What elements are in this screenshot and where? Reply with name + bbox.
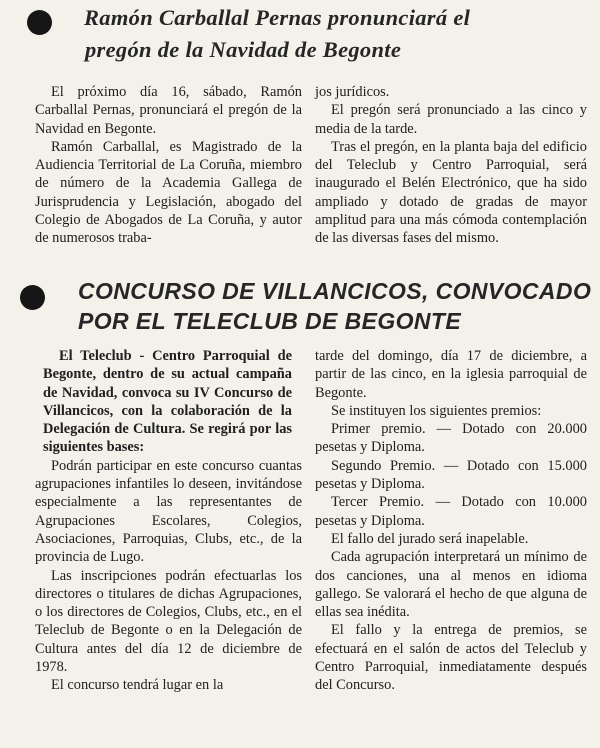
article2-headline-line2: POR EL TELECLUB DE BEGONTE	[78, 308, 462, 334]
article1-column-right	[315, 83, 587, 248]
article2-paragraph: Podrán participar en este concurso cuantas agrupaciones infantiles lo deseen, invitándose especialmente a las representantes de Agrupaciones Escolares, Colegios, Asociaciones, Parroquias, Clubs, etc., de la provincia de Lugo.	[35, 457, 302, 566]
bullet-dot-icon	[20, 285, 45, 310]
article1-paragraph: jos jurídicos.	[315, 84, 390, 100]
article1-headline-line2: pregón de la Navidad de Begonte	[85, 37, 402, 62]
article1-column-left	[35, 83, 302, 248]
article1-paragraph: Tras el pregón, en la planta baja del edificio del Teleclub y Centro Parroquial, será inaugurado el Belén Electrónico, que ha sido ampliado y dotado de gradas de mayor amplitud para una más cómoda contemplación de las diversas fases del mismo.	[315, 138, 587, 247]
article2-paragraph: Se instituyen los siguientes premios:	[331, 402, 542, 419]
bullet-dot-icon	[27, 10, 52, 35]
article2-paragraph: Las inscripciones podrán efectuarlas los directores o titulares de dichas Agrupaciones, o los directores de Colegios, Clubs, etc., en el Teleclub de Begonte o en la Delegación de Cultura antes del día 12 de diciembre de 1978.	[35, 567, 302, 676]
article1-headline-line1: Ramón Carballal Pernas pronunciará el	[84, 5, 471, 30]
article2-column-right	[315, 347, 587, 695]
article2-paragraph: El fallo y la entrega de premios, se efectuará en el salón de actos del Teleclub y Centro Parroquial, inmediatamente después del Concurso.	[315, 622, 587, 694]
article2-prize-line: Tercer Premio. — Dotado con 10.000 pesetas y Diploma.	[315, 494, 587, 529]
article2-lead-paragraph: El Teleclub - Centro Parroquial de Begonte, dentro de su actual campaña de Navidad, convoca su IV Concurso de Villancicos, con la colaboración de la Delegación de Cultura. Se regirá por las siguientes bases:	[43, 348, 292, 456]
article2-headline	[78, 276, 592, 336]
article2-paragraph: Cada agrupación interpretará un mínimo de dos canciones, una al menos en idioma gallego. Se valorará el hecho de que alguna de ellas sea inédita.	[315, 549, 587, 621]
article1-headline	[84, 2, 584, 66]
article2-paragraph: El fallo del jurado será inapelable.	[331, 530, 529, 547]
article2-prize-line: Primer premio. — Dotado con 20.000 pesetas y Diploma.	[315, 421, 587, 456]
article2-column-left	[35, 347, 302, 695]
article2-prize-line: Segundo Premio. — Dotado con 15.000 pesetas y Diploma.	[315, 457, 587, 493]
article2-headline-line1: CONCURSO DE VILLANCICOS, CONVOCADO	[78, 278, 592, 304]
article1-paragraph: El pregón será pronunciado a las cinco y media de la tarde.	[315, 102, 587, 137]
article2-paragraph: tarde del domingo, día 17 de diciembre, a partir de las cinco, en la iglesia parroquial de Begonte.	[315, 348, 587, 401]
article1-paragraph: Ramón Carballal, es Magistrado de la Audiencia Territorial de La Coruña, miembro de número de la Academia Gallega de Jurisprudencia y Legislación, abogado del Colegio de Abogados de La Coruña, y autor de numerosos traba-	[35, 138, 302, 247]
article1-paragraph: El próximo día 16, sábado, Ramón Carballal Pernas, pronunciará el pregón de la Navidad en Begonte.	[35, 84, 302, 137]
article2-paragraph: El concurso tendrá lugar en la	[51, 677, 224, 694]
